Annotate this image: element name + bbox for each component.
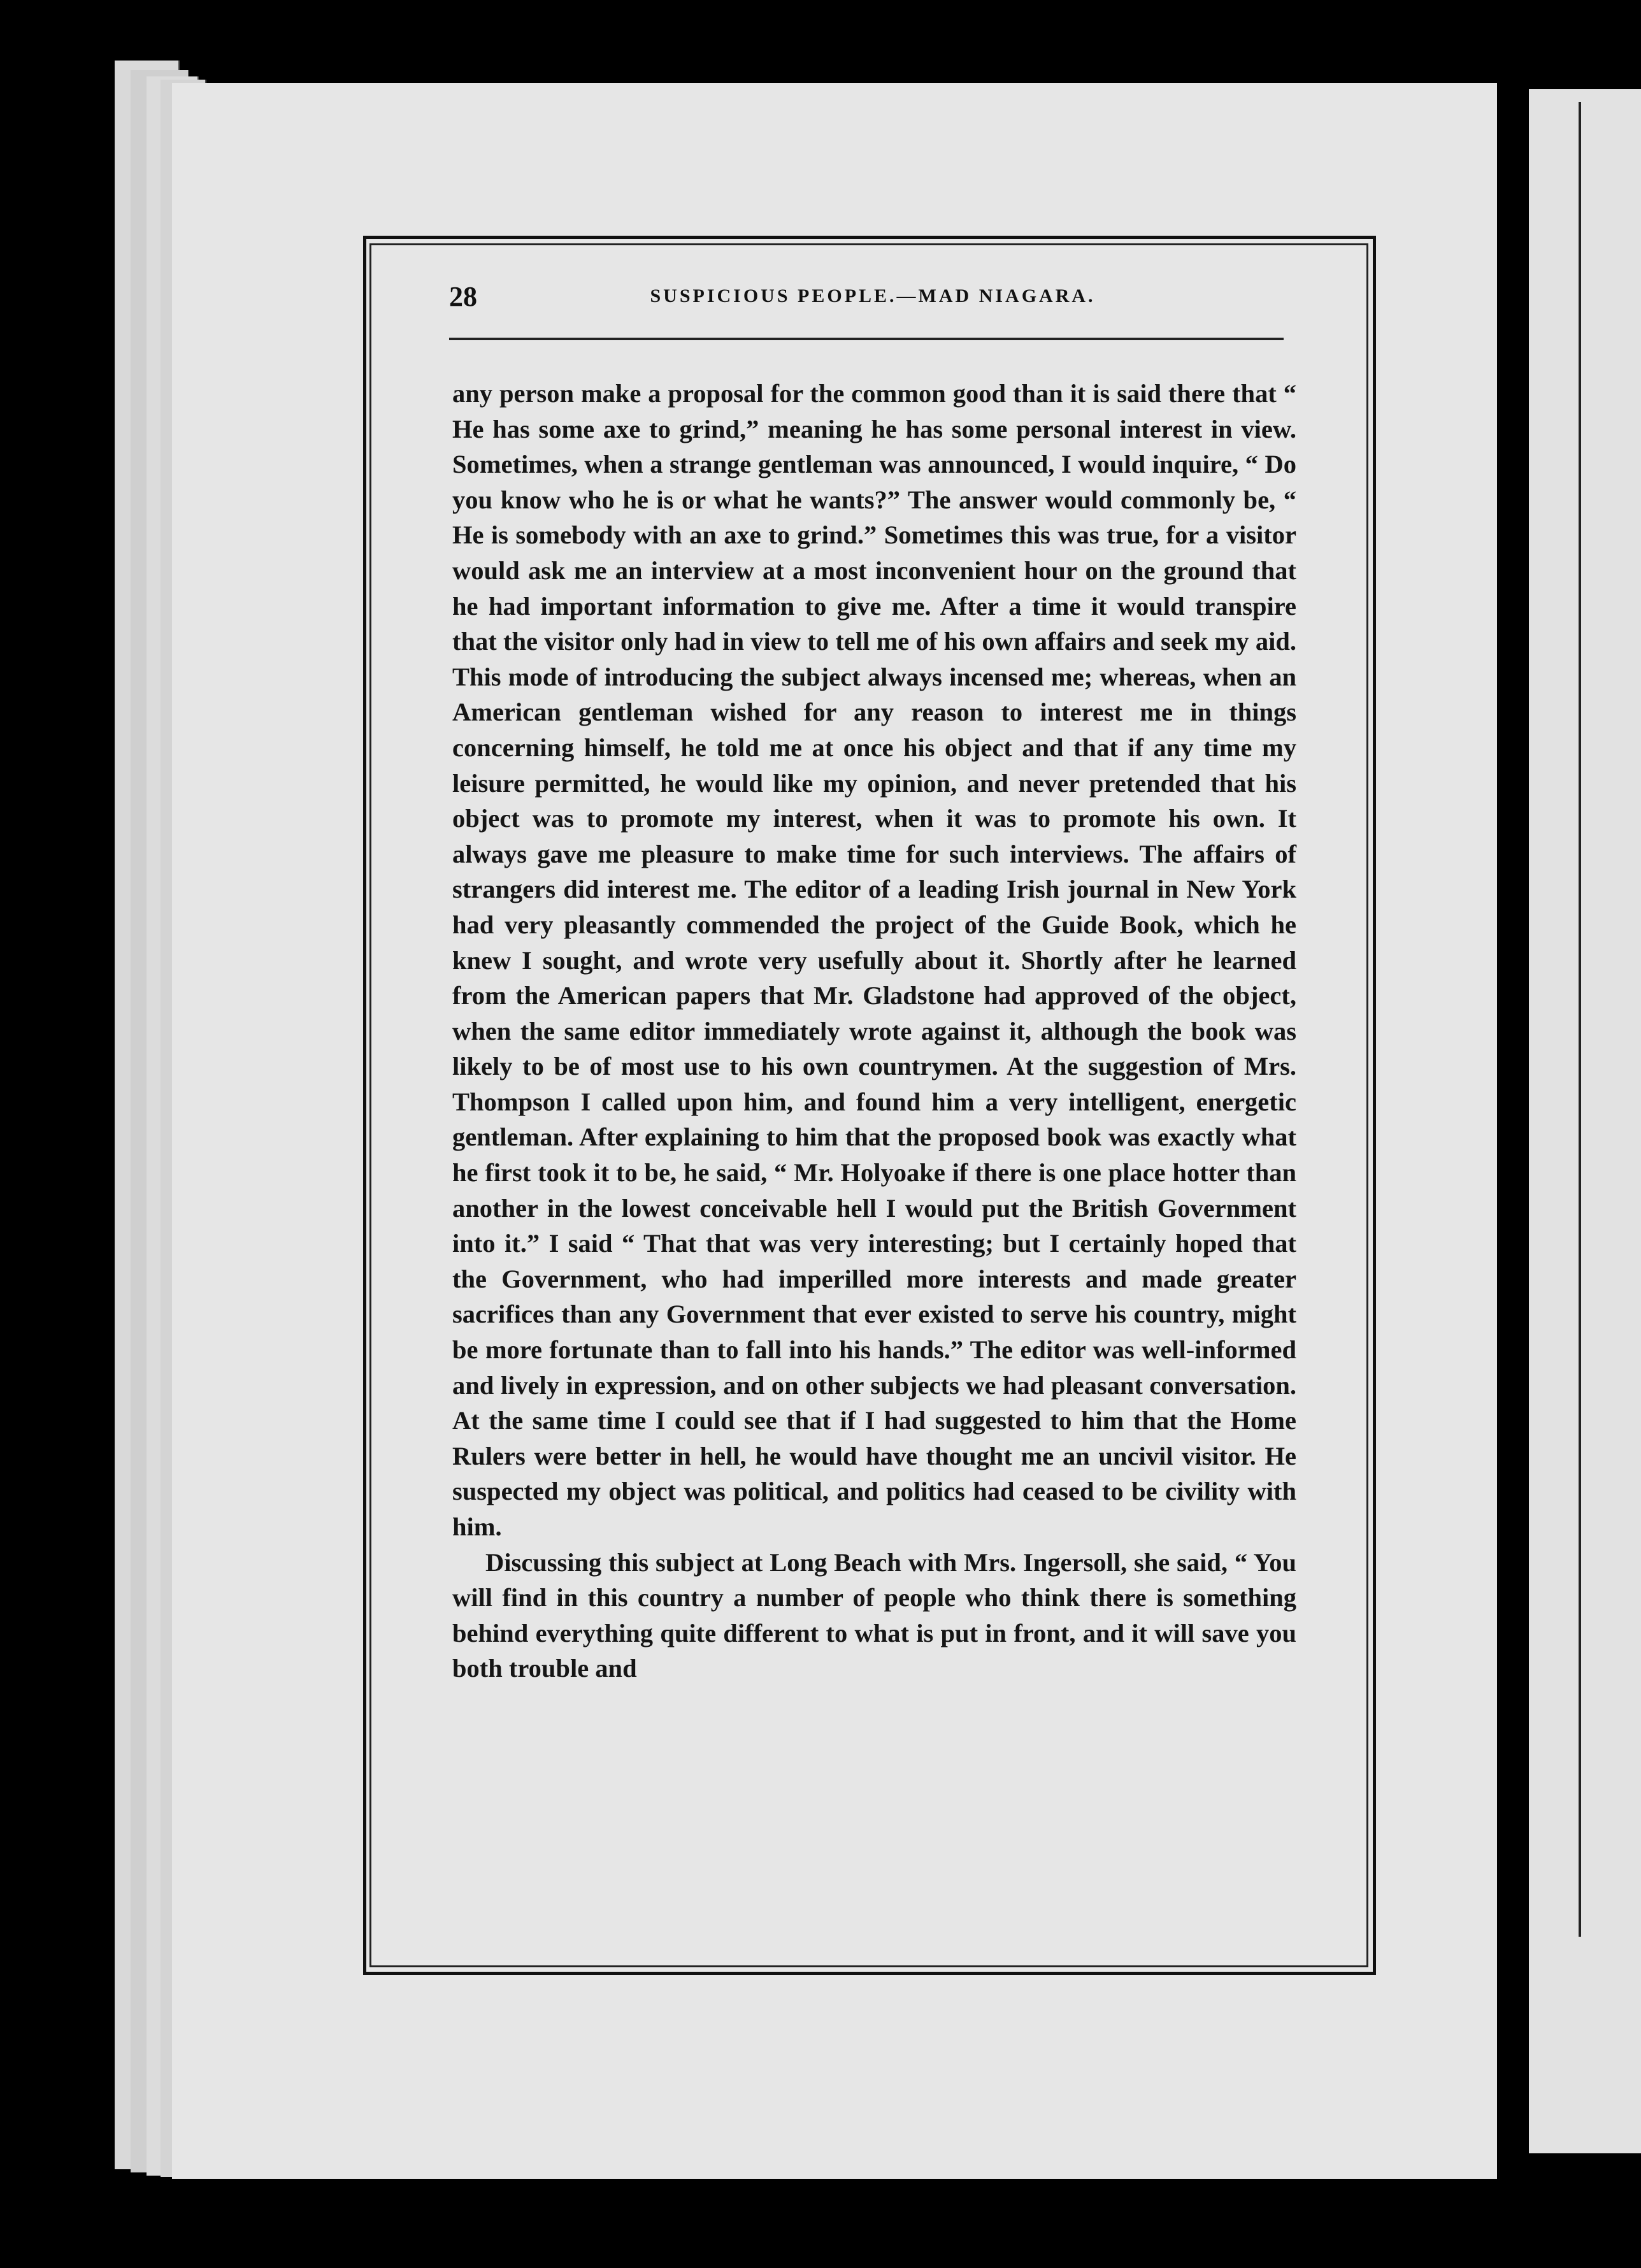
facing-page-border <box>1579 102 1581 1937</box>
page-header <box>449 280 1296 319</box>
page-number: 28 <box>449 281 477 312</box>
facing-page <box>1529 89 1641 2153</box>
paragraph: any person make a proposal for the common good than it is said there that “ He has some axe to grind,” meaning he has some personal interest in view. Sometimes, when a strange gentleman was announced, I would inquire, “ Do you know who he is or what he wants?” The answer would commonly be, “ He is somebody with an axe to grind.” Sometimes this was true, for a visitor would ask me an interview at a most inconvenient hour on the ground that he had important information to give me. After a time it would transpire that the visitor only had in view to tell me of his own affairs and seek my aid. This mode of introducing the subject always incensed me; whereas, when an American gentleman wished for any reason to interest me in things concerning himself, he told me at once his object and that if any time my leisure permitted, he would like my opinion, and never pretended that his object was to promote my interest, when it was to promote his own. It always gave me pleasure to make time for such interviews. The affairs of strangers did interest me. The editor of a leading Irish journal in New York had very pleasantly commended the project of the Guide Book, which he knew I sought, and wrote very usefully about it. Shortly after he learned from the American papers that Mr. Gladstone had approved of the object, when the same editor immediately wrote against it, although the book was likely to be of most use to his own countrymen. At the suggestion of Mrs. Thompson I called upon him, and found him a very intelligent, energetic gentleman. After explaining to him that the proposed book was exactly what he first took it to be, he said, “ Mr. Holyoake if there is one place hotter than another in the lowest conceivable hell I would put the British Government into it.” I said “ That that was very interesting; but I certainly hoped that the Government, who had imperilled more interests and made greater sacrifices than any Government that ever existed to serve his country, might be more fortunate than to fall into his hands.” The editor was well-informed and lively in expression, and on other subjects we had pleasant conversation. At the same time I could see that if I had suggested to him that the Home Rulers were better in hell, he would have thought me an uncivil visitor. He suspected my object was political, and politics had ceased to be civility with him. <box>452 379 1296 1541</box>
paragraph: Discussing this subject at Long Beach with Mrs. Ingersoll, she said, “ You will find in this country a number of people who think there is something behind everything quite different to what is put in front, and it will save you both trouble and <box>452 1547 1296 1683</box>
running-head: SUSPICIOUS PEOPLE.—MAD NIAGARA. <box>650 285 1096 306</box>
header-rule <box>449 338 1284 340</box>
body-text <box>452 376 1296 1686</box>
